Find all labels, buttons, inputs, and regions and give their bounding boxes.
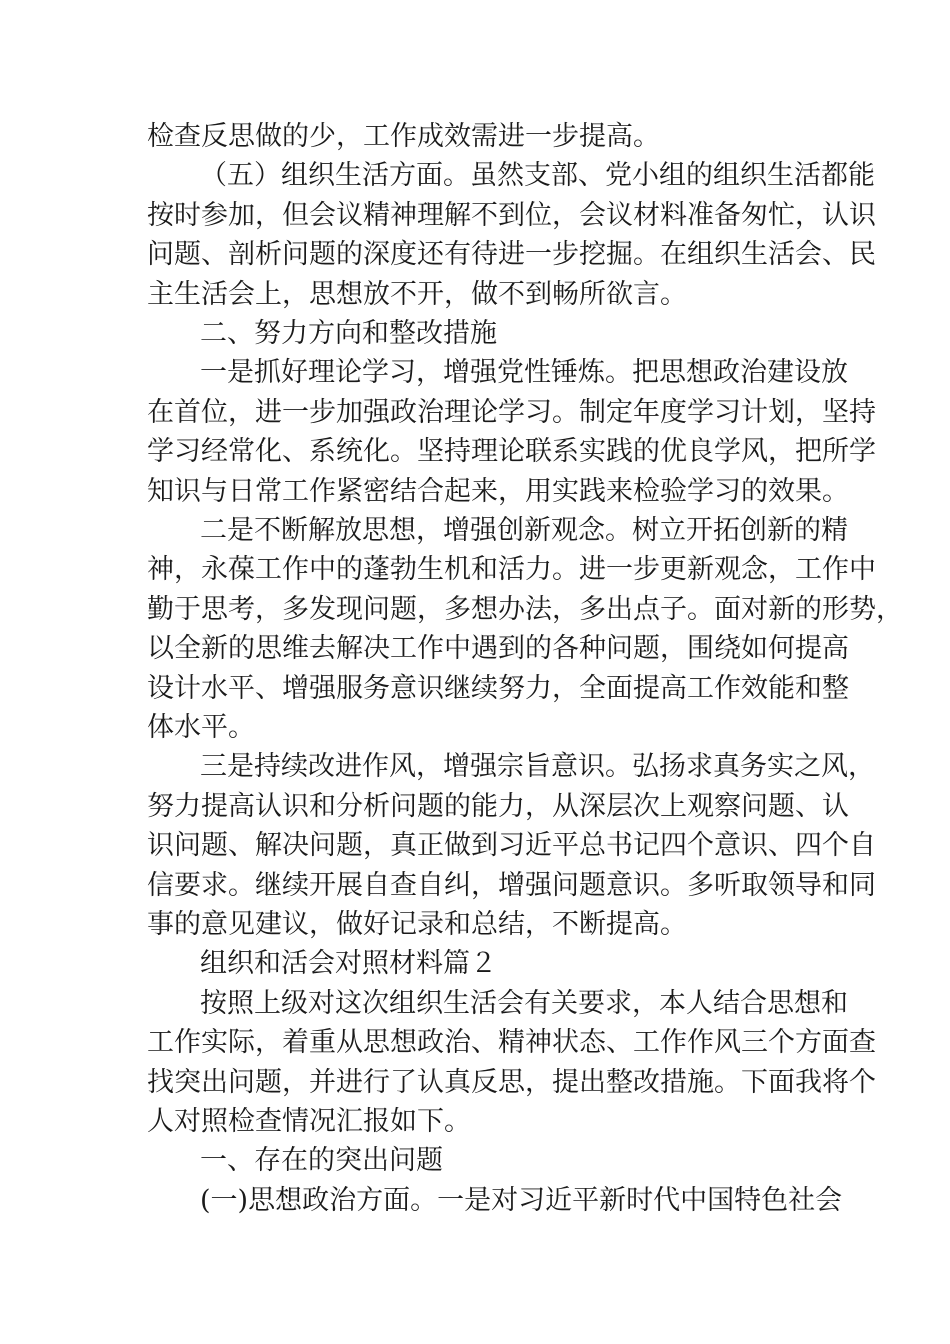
section-heading: 二、努力方向和整改措施 [200,318,497,349]
text-line: 学习经常化、系统化。坚持理论联系实践的优良学风，把所学 [147,436,876,467]
text-line: 工作实际，着重从思想政治、精神状态、工作作风三个方面查 [147,1027,876,1058]
paragraph-start: 按照上级对这次组织生活会有关要求，本人结合思想和 [200,988,848,1019]
paragraph-start: 一是抓好理论学习，增强党性锤炼。把思想政治建设放 [200,357,848,388]
paragraph-start: 二是不断解放思想，增强创新观念。树立开拓创新的精 [200,515,848,546]
text-line: 主生活会上，思想放不开，做不到畅所欲言。 [147,279,687,310]
paragraph-start: 三是持续改进作风，增强宗旨意识。弘扬求真务实之风， [200,751,875,782]
text-line: 勤于思考，多发现问题，多想办法，多出点子。面对新的形势， [147,594,903,625]
text-line: 找突出问题，并进行了认真反思，提出整改措施。下面我将个 [147,1067,876,1098]
paragraph-start: （五）组织生活方面。虽然支部、党小组的组织生活都能 [200,160,875,191]
text-line: 事的意见建议，做好记录和总结，不断提高。 [147,909,687,940]
text-line: 在首位，进一步加强政治理论学习。制定年度学习计划，坚持 [147,397,876,428]
text-line: 体水平。 [147,712,255,743]
section-heading: 一、存在的突出问题 [200,1145,443,1176]
paragraph-start: (一)思想政治方面。一是对习近平新时代中国特色社会 [200,1185,843,1216]
text-line: 知识与日常工作紧密结合起来，用实践来检验学习的效果。 [147,476,849,507]
text-line: 问题、剖析问题的深度还有待进一步挖掘。在组织生活会、民 [147,239,876,270]
text-line: 检查反思做的少，工作成效需进一步提高。 [147,121,660,152]
text-line: 神，永葆工作中的蓬勃生机和活力。进一步更新观念，工作中 [147,554,876,585]
text-line: 设计水平、增强服务意识继续努力，全面提高工作效能和整 [147,673,849,704]
text-line: 以全新的思维去解决工作中遇到的各种问题，围绕如何提高 [147,633,849,664]
text-line: 按时参加，但会议精神理解不到位，会议材料准备匆忙，认识 [147,200,876,231]
text-line: 信要求。继续开展自查自纠，增强问题意识。多听取领导和同 [147,870,876,901]
text-line: 人对照检查情况汇报如下。 [147,1106,471,1137]
text-line: 努力提高认识和分析问题的能力，从深层次上观察问题、认 [147,791,849,822]
article-title: 组织和活会对照材料篇２ [200,948,497,979]
text-line: 识问题、解决问题，真正做到习近平总书记四个意识、四个自 [147,830,876,861]
